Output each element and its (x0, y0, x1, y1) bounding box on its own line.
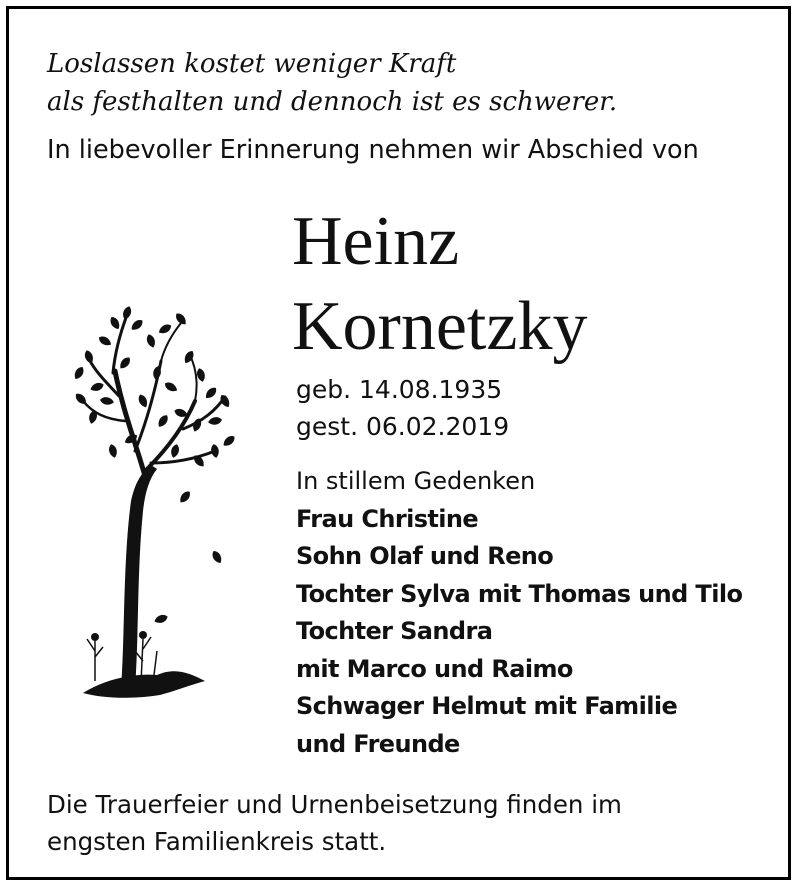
mourner-entry: Frau Christine (296, 504, 479, 533)
verse-line-1: Loslassen kostet weniger Kraft (47, 49, 457, 79)
mourners-heading: In stillem Gedenken (296, 467, 536, 495)
ceremony-note (47, 786, 622, 860)
deceased-name (292, 199, 587, 369)
mourner-entry: Schwager Helmut mit Familie (296, 692, 678, 720)
tree-illustration-icon (65, 301, 245, 701)
mourner-entry: Sohn Olaf und Reno (296, 542, 554, 570)
mourner-entry: Tochter Sandra (296, 617, 493, 645)
mourners-list (296, 463, 742, 763)
verse-line-2: als festhalten und dennoch ist es schwerer. (47, 87, 618, 117)
death-date: gest. 06.02.2019 (296, 412, 510, 441)
first-name: Heinz (292, 203, 460, 280)
last-name: Kornetzky (292, 288, 588, 365)
obituary-card (6, 6, 791, 880)
ceremony-note-line-1: Die Trauerfeier und Urnenbeisetzung finden im (47, 790, 622, 819)
intro-text: In liebevoller Erinnerung nehmen wir Abschied von (47, 135, 699, 165)
mourner-entry: Tochter Sylva mit Thomas und Tilo (296, 579, 743, 608)
life-dates (296, 371, 509, 445)
mourner-entry: mit Marco und Raimo (296, 654, 573, 683)
memorial-verse (47, 45, 617, 121)
ceremony-note-line-2: engsten Familienkreis statt. (47, 827, 387, 856)
birth-date: geb. 14.08.1935 (296, 375, 503, 404)
mourner-entry: und Freunde (296, 729, 460, 758)
